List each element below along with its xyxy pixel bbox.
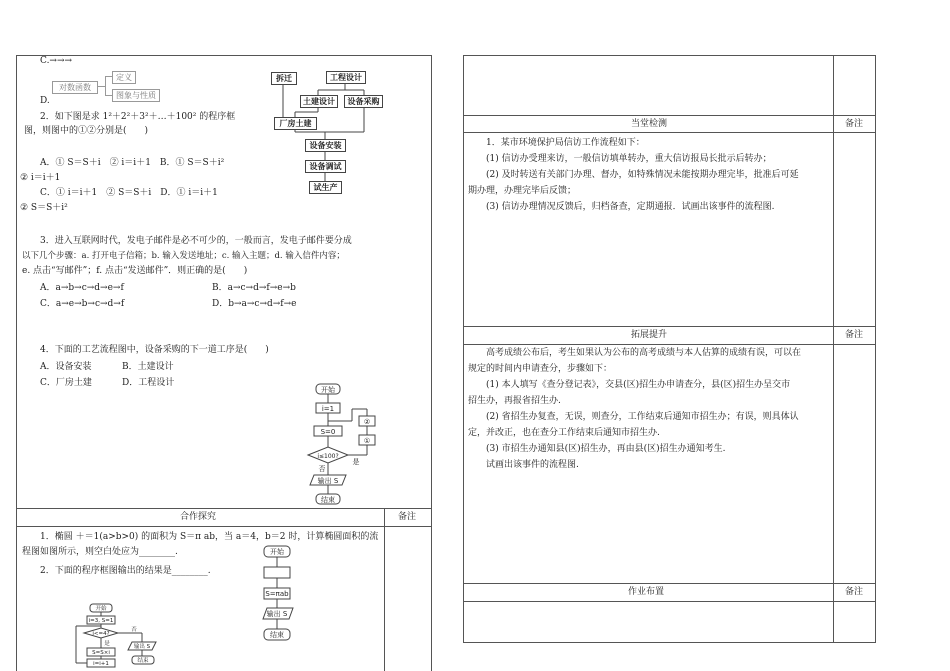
program-flowchart — [70, 602, 170, 671]
q2-line1: 2．如下图是求 1²＋2²＋3²＋…＋100² 的程序框 — [40, 112, 236, 122]
flow-box-chaiqian: 拆迁 — [271, 72, 297, 85]
section-check-title: 当堂检测 — [631, 119, 668, 129]
flow-box-tujiansheji: 土建设计 — [300, 95, 338, 108]
q3-opt-c: C．a→e→b→c→d→f — [40, 299, 125, 309]
q1-tree-b: 图象与性质 — [112, 89, 160, 102]
flow-box-shebeitiaoshi: 设备调试 — [305, 160, 346, 173]
check-line1: 1．某市环境保护局信访工作流程如下： — [486, 138, 645, 148]
p-cond-text: i<=4? — [92, 631, 110, 637]
loop-no-text: 否 — [318, 465, 326, 473]
left-frame-top — [16, 55, 432, 56]
q4-line1: 4．下面的工艺流程图中，设备采购的下一道工序是( ) — [40, 345, 269, 355]
section-homework-title: 作业布置 — [628, 587, 665, 597]
right-remark-2: 备注 — [845, 330, 864, 340]
right-div-3 — [463, 326, 876, 327]
flow-box-changfangtujian: 厂房土建 — [274, 117, 317, 130]
right-remark-col — [833, 55, 834, 643]
check-line4: 期办理，办理完毕后反馈； — [468, 186, 577, 196]
ellipse-flowchart — [255, 544, 305, 644]
right-remark-3: 备注 — [845, 587, 864, 597]
q4-opt-c: C．厂房土建 — [40, 378, 92, 388]
loop-cond-text: i≤100? — [317, 453, 339, 460]
right-div-1 — [463, 115, 876, 116]
q1-tree-a-link — [105, 76, 112, 77]
p-i-text: i=i+1 — [93, 661, 109, 667]
left-frame-left — [16, 55, 17, 671]
q2-line2: 图，则图中的①②分别是( ) — [24, 126, 149, 136]
p-yes-text: 是 — [104, 641, 110, 647]
q1-tree-root: 对数函数 — [52, 81, 98, 94]
left-divider-2 — [16, 526, 432, 527]
loop-flowchart — [300, 381, 390, 509]
expand-line3: (1) 本人填写《查分登记表》，交县(区)招生办申请查分，县(区)招生办呈交市 — [486, 380, 791, 390]
e-formula-text: S=πab — [265, 590, 289, 598]
e-blank-box — [264, 567, 290, 578]
loop-s-text: S=0 — [320, 428, 336, 436]
p-out-text: 输出 S — [133, 644, 151, 650]
loop-end-text: 结束 — [321, 496, 335, 504]
q3-opt-d: D．b→a→c→d→f→e — [212, 299, 297, 309]
p-end-text: 结束 — [137, 658, 149, 664]
expand-line4: 招生办，再报省招生办. — [468, 396, 561, 406]
q4-opt-d: D．工程设计 — [122, 378, 175, 388]
expand-line8: 试画出该事件的流程图. — [486, 460, 579, 470]
right-div-4 — [463, 344, 876, 345]
q3-line2: 以下几个步骤：a. 打开电子信箱；b. 输入发送地址；c. 输入主题；d. 输入信件内容； — [22, 251, 345, 261]
h2-line1: 2．下面的程序框图输出的结果是________. — [40, 566, 211, 576]
e-start-text: 开始 — [270, 548, 284, 556]
right-frame-top — [463, 55, 875, 56]
loop-c1-text: ① — [363, 437, 371, 445]
q1-option-d: D. — [40, 96, 50, 106]
left-remark-label: 备注 — [398, 512, 417, 522]
expand-line6: 定，并改正，也在查分工作结束后通知市招生办. — [468, 428, 660, 438]
expand-line7: (3) 市招生办通知县(区)招生办，再由县(区)招生办通知考生. — [486, 444, 726, 454]
q4-opt-b: B．土建设计 — [122, 362, 174, 372]
check-line5: (3) 信访办理情况反馈后，归档备查，定期通报．试画出该事件的流程图. — [486, 202, 775, 212]
q2-opt-a: A．① S＝S＋i ② i＝i＋1 B．① S＝S＋i² — [40, 158, 225, 168]
right-frame-right — [875, 55, 876, 643]
loop-c2-text: ② — [363, 418, 371, 426]
q3-opt-a: A．a→b→c→d→e→f — [40, 283, 124, 293]
q1-tree-link — [97, 86, 105, 87]
q4-opt-a: A．设备安装 — [40, 362, 92, 372]
e-end-text: 结束 — [270, 631, 284, 639]
q1-tree-b-link — [105, 95, 112, 96]
h1-line1: 1．椭圆 ＋＝1(a>b>0) 的面积为 S＝π ab，当 a＝4，b＝2 时，计算椭圆面积的流 — [40, 532, 379, 542]
check-line3: (2) 及时转送有关部门办理、督办，如特殊情况未能按期办理完毕，批准后可延 — [486, 170, 799, 180]
p-s-text: S=S×i — [92, 650, 110, 656]
left-remark-col — [384, 508, 385, 671]
q1-option-c: C.→→→ — [40, 56, 73, 66]
right-remark-1: 备注 — [845, 119, 864, 129]
flow-connectors — [260, 65, 390, 195]
flow-box-shebeicaigou: 设备采购 — [344, 95, 383, 108]
q2-opt-a2: ② i＝i＋1 — [20, 173, 61, 183]
loop-start-text: 开始 — [321, 386, 335, 394]
h1-line2: 程图如图所示，则空白处应为________. — [22, 547, 178, 557]
flow-box-shishengchan: 试生产 — [309, 181, 342, 194]
q2-opt-c2: ② S＝S＋i² — [20, 203, 68, 213]
p-init-text: i=3, S=1 — [88, 618, 114, 624]
q2-opt-c: C．① i＝i＋1 ② S＝S＋i D．① i＝i＋1 — [40, 188, 218, 198]
right-div-6 — [463, 601, 876, 602]
left-frame-right — [431, 55, 432, 671]
flow-box-shebeianzhuang: 设备安装 — [305, 139, 346, 152]
section-expand-title: 拓展提升 — [631, 330, 668, 340]
expand-line5: (2) 省招生办复查，无误，则查分，工作结束后通知市招生办；有误，则具体认 — [486, 412, 799, 422]
p-no-text: 否 — [131, 627, 137, 633]
expand-line1: 高考成绩公布后，考生如果认为公布的高考成绩与本人估算的成绩有误，可以在 — [486, 348, 802, 358]
p-start-text: 开始 — [95, 606, 107, 612]
check-line2: (1) 信访办受理来访，一般信访填单转办，重大信访报局长批示后转办； — [486, 154, 772, 164]
loop-i-text: i=1 — [321, 405, 335, 413]
q1-tree-branch — [105, 76, 106, 96]
right-div-5 — [463, 583, 876, 584]
loop-out-text: 输出 S — [317, 477, 339, 485]
loop-yes-text: 是 — [352, 458, 360, 466]
right-frame-left — [463, 55, 464, 643]
section-hezuo-title: 合作探究 — [180, 512, 217, 522]
q3-line1: 3．进入互联网时代，发电子邮件是必不可少的，一般而言，发电子邮件要分成 — [40, 236, 352, 246]
expand-line2: 规定的时间内申请查分，步骤如下： — [468, 364, 613, 374]
e-out-text: 输出 S — [266, 610, 288, 618]
right-frame-bottom — [463, 642, 876, 643]
right-div-2 — [463, 132, 876, 133]
q1-tree-a: 定义 — [112, 71, 136, 84]
flow-box-gongchengsheji: 工程设计 — [326, 71, 366, 84]
q3-line3: e. 点击“写邮件”；f. 点击“发送邮件”．则正确的是( ) — [22, 266, 248, 276]
q3-opt-b: B．a→c→d→f→e→b — [212, 283, 296, 293]
